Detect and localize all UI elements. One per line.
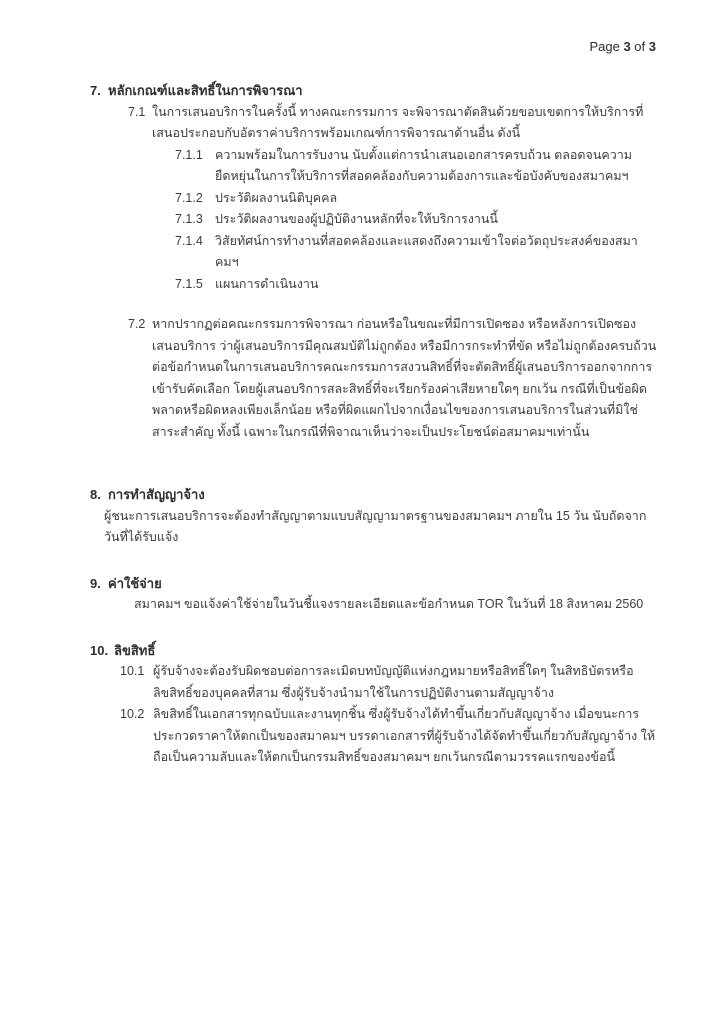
clause-7-1-5-number: 7.1.5: [175, 276, 203, 291]
clause-7-1-3-text: ประวัติผลงานของผู้ปฏิบัติงานหลักที่จะให้บริการงานนี้: [215, 212, 498, 226]
section-7-title: หลักเกณฑ์และสิทธิ์ในการพิจารณา: [108, 83, 303, 98]
section-10-number: 10.: [90, 642, 109, 658]
clause-7-1-1-text: ความพร้อมในการรับงาน นับตั้งแต่การนำเสนอเอกสารครบถ้วน ตลอดจนความยืดหยุ่นในการให้บริการที่สอดคล้องกับความต้องการและข้อบังคับของสมาคมฯ: [215, 147, 633, 183]
page-number-header: [589, 36, 656, 58]
clause-7-1-4-number: 7.1.4: [175, 233, 203, 248]
clause-7-1-5-text: แผนการดำเนินงาน: [215, 276, 319, 291]
total-page-number: 3: [648, 39, 656, 54]
document-content: [90, 80, 658, 769]
section-8-title: การทำสัญญาจ้าง: [108, 487, 205, 502]
section-10: [90, 640, 658, 769]
clause-7-1-3: [175, 209, 658, 231]
of-label: of: [630, 39, 649, 54]
clause-7-1-3-number: 7.1.3: [175, 212, 203, 226]
page-label: Page: [589, 39, 624, 54]
section-7-heading: [90, 80, 658, 102]
section-8: [90, 484, 658, 549]
section-10-heading: [90, 640, 658, 662]
clause-7-2-number: 7.2: [128, 317, 146, 331]
clause-10-2: [120, 704, 658, 769]
clause-10-1-number: 10.1: [120, 664, 145, 678]
section-9-body: สมาคมฯ ขอแจ้งค่าใช้จ่ายในวันชี้แจงรายละเอียดและข้อกำหนด TOR ในวันที่ 18 สิงหาคม 2560: [134, 597, 644, 611]
section-9-number: 9.: [90, 575, 101, 591]
current-page-number: 3: [623, 39, 631, 54]
clause-10-2-number: 10.2: [120, 707, 145, 721]
section-9: [90, 573, 658, 616]
section-8-heading: [90, 484, 658, 506]
clause-10-1-text: ผู้รับจ้างจะต้องรับผิดชอบต่อการละเมิดบทบัญญัติแห่งกฎหมายหรือสิทธิ์ใดๆ ในสิทธิบัตรหรือลิขสิทธิ์ของบุคคลที่สาม ซึ่งผู้รับจ้างนำมาใช้ในการปฏิบัติงานตามสัญญาจ้าง: [153, 664, 634, 700]
clause-7-1: [128, 102, 658, 145]
clause-7-1-number: 7.1: [128, 104, 146, 119]
clause-7-1-2-text: ประวัติผลงานนิติบุคคล: [215, 190, 338, 205]
section-7: [90, 80, 658, 443]
clause-7-1-1: [175, 145, 658, 188]
clause-7-2: [128, 314, 658, 443]
section-8-number: 8.: [90, 487, 101, 502]
clause-10-2-text: ลิขสิทธิ์ในเอกสารทุกฉบับและงานทุกชิ้น ซึ่งผู้รับจ้างได้ทำขึ้นเกี่ยวกับสัญญาจ้าง เมื่อขนะการประกวดราคาให้ตกเป็นของสมาคมฯ บรรดาเอกสารที่ผู้รับจ้างได้จัดทำขึ้นเกี่ยวกับสัญญาจ้าง ให้ถือเป็นความลับและให้ตกเป็นกรรมสิทธิ์ของสมาคมฯ ยกเว้นกรณีตามวรรคแรกของข้อนี้: [153, 707, 656, 764]
clause-7-1-5: [175, 274, 658, 296]
clause-7-2-text: หากปรากฏต่อคณะกรรมการพิจารณา ก่อนหรือในขณะที่มีการเปิดซอง หรือหลังการเปิดซองเสนอบริการ ว่าผู้เสนอบริการมีคุณสมบัติไม่ถูกต้อง หรือมีการกระทำที่ขัด หรือไม่ถูกต้องครบถ้วนต่อข้อกำหนดในการเสนอบริการคณะกรรมการสงวนสิทธิ์ที่จะตัดสิทธิ์ผู้เสนอบริการออกจากการเข้ารับคัดเลือก โดยผู้เสนอบริการสละสิทธิ์ที่จะเรียกร้องค่าเสียหายใดๆ ยกเว้น กรณีที่เป็นข้อผิดพลาดหรือผิดหลงเพียงเล็กน้อย หรือที่ผิดแผกไปจากเงื่อนไขของการเสนอบริการในส่วนที่มิใช่สาระสำคัญ ทั้งนี้ เฉพาะในกรณีที่พิจาณาเห็นว่าจะเป็นประโยชน์ต่อสมาคมฯเท่านั้น: [152, 317, 657, 439]
clause-7-1-2: [175, 188, 658, 210]
clause-7-1-1-number: 7.1.1: [175, 147, 203, 162]
clause-7-1-2-number: 7.1.2: [175, 190, 203, 205]
section-8-body: ผู้ชนะการเสนอบริการจะต้องทำสัญญาตามแบบสัญญามาตรฐานของสมาคมฯ ภายใน 15 วัน นับถัดจากวันที่ได้รับแจ้ง: [104, 508, 647, 544]
clause-7-1-4-text: วิสัยทัศน์การทำงานที่สอดคล้องและแสดงถึงความเข้าใจต่อวัตถุประสงค์ของสมาคมฯ: [215, 233, 638, 269]
section-10-title: ลิขสิทธิ์: [114, 642, 156, 658]
section-7-number: 7.: [90, 83, 101, 98]
section-9-heading: [90, 573, 658, 595]
section-9-title: ค่าใช้จ่าย: [108, 575, 162, 591]
clause-7-1-4: [175, 231, 658, 274]
clause-10-1: [120, 661, 658, 704]
clause-7-1-text: ในการเสนอบริการในครั้งนี้ ทางคณะกรรมการ จะพิจารณาตัดสินด้วยขอบเขตการให้บริการที่เสนอประกอบกับอัตราค่าบริการพร้อมเกณฑ์การพิจารณาด้านอื่น ดังนี้: [152, 104, 644, 140]
